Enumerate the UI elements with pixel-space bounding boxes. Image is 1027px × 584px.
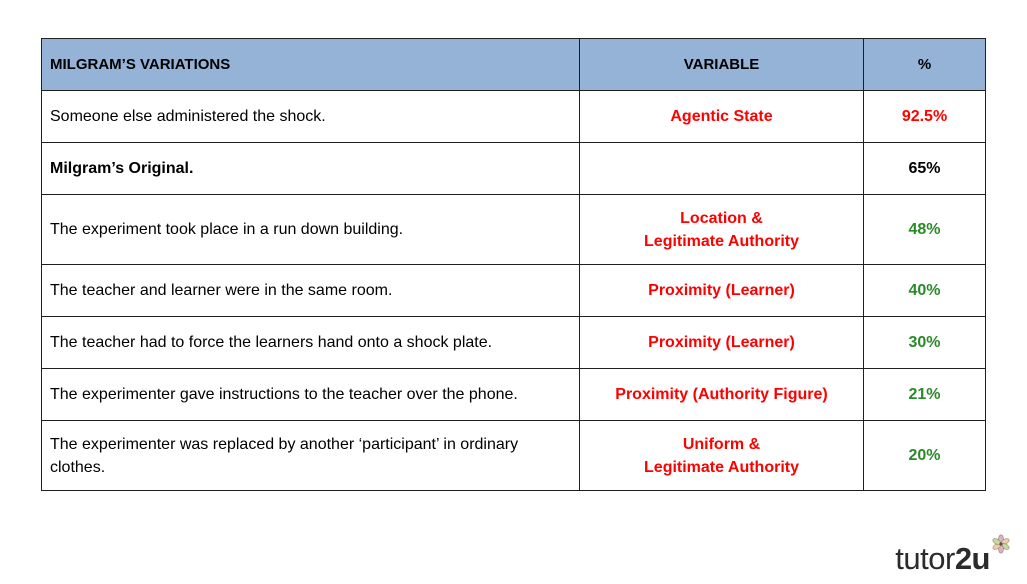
variable-cell (580, 143, 864, 195)
variation-cell: The experimenter gave instructions to the teacher over the phone. (42, 369, 580, 421)
percent-cell: 48% (864, 195, 986, 265)
header-variations: MILGRAM’S VARIATIONS (42, 39, 580, 91)
percent-cell: 21% (864, 369, 986, 421)
variable-line: Uniform & (682, 435, 761, 453)
percent-cell: 65% (864, 143, 986, 195)
variations-table (41, 38, 986, 491)
variation-cell: The teacher and learner were in the same room. (42, 265, 580, 317)
table-row (42, 143, 986, 195)
variable-cell (580, 265, 864, 317)
table-header-row (42, 39, 986, 91)
flower-icon (991, 534, 1011, 554)
variable-line: Legitimate Authority (644, 232, 799, 250)
variable-cell (580, 369, 864, 421)
logo-text-regular: tutor (895, 541, 955, 576)
header-percent: % (864, 39, 986, 91)
logo-text (895, 543, 990, 574)
variable-line: Agentic State (670, 108, 773, 125)
variable-cell (580, 91, 864, 143)
table-row (42, 91, 986, 143)
percent-cell: 30% (864, 317, 986, 369)
percent-cell: 92.5% (864, 91, 986, 143)
variation-cell: The experiment took place in a run down building. (42, 195, 580, 265)
logo-text-bold: 2u (954, 541, 990, 576)
variable-cell (580, 195, 864, 265)
header-variable: VARIABLE (580, 39, 864, 91)
variation-cell: The experimenter was replaced by another ‘participant’ in ordinary clothes. (42, 421, 580, 491)
table-row (42, 369, 986, 421)
table-row (42, 421, 986, 491)
variable-cell (580, 421, 864, 491)
variable-cell (580, 317, 864, 369)
variable-line: Location & (680, 209, 763, 227)
percent-cell: 40% (864, 265, 986, 317)
variation-cell: Milgram’s Original. (42, 143, 580, 195)
percent-cell: 20% (864, 421, 986, 491)
table-row (42, 317, 986, 369)
tutor2u-logo (895, 534, 1011, 574)
variation-cell: The teacher had to force the learners hand onto a shock plate. (42, 317, 580, 369)
table-row (42, 195, 986, 265)
variable-line: Proximity (Learner) (648, 334, 795, 351)
variation-cell: Someone else administered the shock. (42, 91, 580, 143)
variable-line: Proximity (Authority Figure) (615, 386, 828, 403)
variable-line: Legitimate Authority (644, 458, 799, 476)
variable-line: Proximity (Learner) (648, 282, 795, 299)
table-row (42, 265, 986, 317)
